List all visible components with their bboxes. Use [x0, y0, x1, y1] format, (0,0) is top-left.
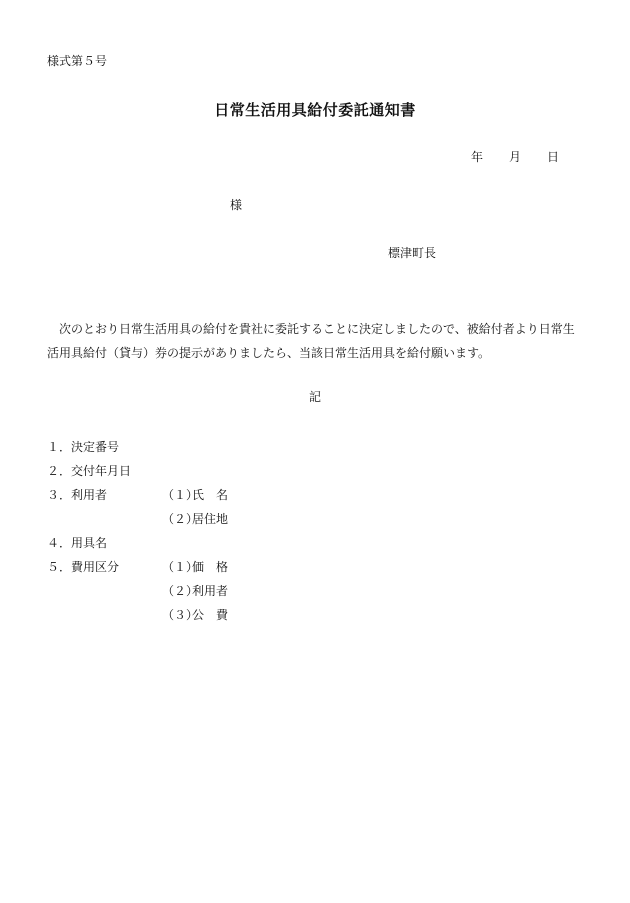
item-sub-label: 公 費 [192, 608, 229, 622]
date-year-label: 年 [471, 150, 484, 164]
item-sub-label: 利用者 [192, 584, 229, 598]
sender-name: 標津町長 [388, 246, 437, 260]
item-sub-label: 価 格 [192, 560, 229, 574]
item-sub [162, 555, 228, 579]
item-label: 利用者 [71, 488, 108, 502]
item-sub-number: （１） [162, 560, 199, 574]
item-sub [162, 579, 228, 603]
item-number: ５． [47, 560, 72, 574]
item-number: ２． [47, 464, 72, 478]
ki-heading: 記 [308, 390, 321, 404]
item-sub-number: （２） [162, 584, 199, 598]
body-line-1: 次のとおり日常生活用具の給付を貴社に委託することに決定しましたので、被給付者より日常生 [59, 322, 575, 336]
document-title: 日常生活用具給付委託通知書 [214, 101, 416, 119]
item-sub [162, 483, 228, 507]
item-sub-number: （２） [162, 512, 199, 526]
item-sub-number: （３） [162, 608, 199, 622]
form-number: 様式第５号 [47, 54, 108, 68]
item-number: ３． [47, 488, 72, 502]
item-sub [162, 603, 228, 627]
item-label: 決定番号 [71, 440, 120, 454]
item-label: 費用区分 [71, 560, 120, 574]
item-sub [162, 507, 228, 531]
item-number: ４． [47, 536, 72, 550]
body-text [47, 317, 592, 365]
item-sub-label: 氏 名 [192, 488, 229, 502]
date-month-label: 月 [509, 150, 522, 164]
item-number: １． [47, 440, 72, 454]
item-label: 用具名 [71, 536, 108, 550]
body-line-2: 活用具給付（貸与）券の提示がありましたら、当該日常生活用具を給付願います。 [47, 346, 491, 360]
date-line [471, 148, 559, 165]
item-sub-label: 居住地 [192, 512, 229, 526]
item-label: 交付年月日 [71, 464, 132, 478]
item-sub-number: （１） [162, 488, 199, 502]
date-day-label: 日 [547, 150, 560, 164]
recipient-honorific: 様 [230, 198, 243, 212]
